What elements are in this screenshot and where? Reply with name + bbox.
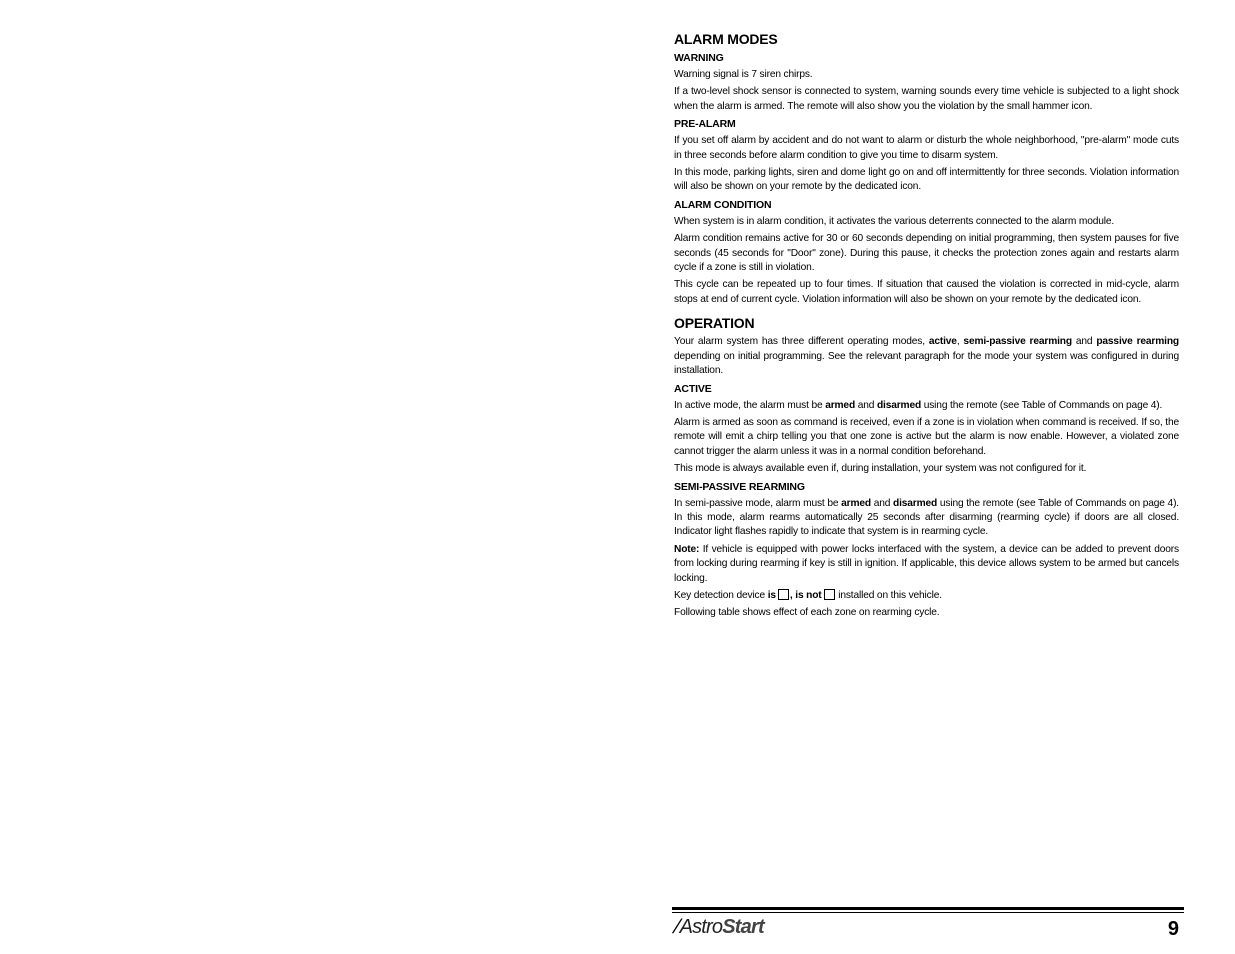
paragraph-pre-alarm-2: In this mode, parking lights, siren and dome light go on and off intermittently for three seconds. Violation information will also be shown on your remote by the dedicated icon. [674,167,1179,193]
paragraph-following-table: Following table shows effect of each zone on rearming cycle. [674,607,940,619]
logo-start: Start [722,916,764,938]
bold-run: armed [825,399,856,411]
paragraph-active-2: Alarm is armed as soon as command is received, even if a zone is in violation when command is received. If so, the remote will emit a chirp telling you that one zone is active but the alarm is now enable. However, a violated zone cannot trigger the alarm unless it was in a normal condition beforehand. [674,416,1179,457]
bold-run: is [767,589,776,601]
section-title-operation: OPERATION [674,315,755,332]
note-label: Note: [674,543,700,555]
bold-run: disarmed [876,399,922,411]
text-run: Your alarm system has three different operating modes, [674,336,929,348]
paragraph-pre-alarm-1: If you set off alarm by accident and do not want to alarm or disturb the whole neighborhood, "pre-alarm" mode cuts in three seconds before alarm condition to give you time to disarm system. [674,135,1179,161]
text-run: and [855,399,877,411]
text-run: and [870,497,894,509]
bold-run: active [928,336,957,348]
logo-slash: / [669,916,684,938]
checkbox-is-not-installed[interactable] [824,589,835,600]
bold-run: semi-passive rearming [963,336,1072,348]
text-run: , [956,336,964,348]
paragraph-key-detection [674,589,1179,603]
subtitle-warning: WARNING [674,52,724,64]
paragraph-note [674,543,1179,586]
paragraph-alarm-condition-2: Alarm condition remains active for 30 or 60 seconds depending on initial programming, then system pauses for five seconds (45 seconds for "Door" zone). During this pause, it checks the protection zones again and restarts alarm cycle if a zone is still in violation. [674,233,1179,274]
logo-astro: Astro [679,916,723,938]
text-run: using the remote (see Table of Commands on page 4). [921,399,1163,411]
subtitle-alarm-condition: ALARM CONDITION [674,198,772,211]
paragraph-active-3: This mode is always available even if, during installation, your system was not configured for it. [674,463,1087,475]
subtitle-pre-alarm: PRE-ALARM [674,118,736,131]
footer-rule-thick [672,907,1184,910]
page-number: 9 [1167,918,1179,940]
text-run: installed on this vehicle. [835,589,942,601]
paragraph-warning-2: If a two-level shock sensor is connected to system, warning sounds every time vehicle is subjected to a light shock when the alarm is armed. The remote will also show you the violation by the small hammer icon. [674,86,1179,112]
paragraph-operation-intro [674,335,1179,378]
subtitle-active: ACTIVE [674,382,712,395]
bold-run: armed [841,497,871,509]
paragraph-semi-passive-1 [674,497,1179,540]
text-run: In semi-passive mode, alarm must be [674,497,842,509]
checkbox-is-installed[interactable] [778,589,789,600]
paragraph-alarm-condition-1: When system is in alarm condition, it activates the various deterrents connected to the alarm module. [674,215,1115,227]
page-footer [669,906,1184,954]
text-run: In active mode, the alarm must be [674,399,826,411]
note-text: If vehicle is equipped with power locks interfaced with the system, a device can be added to prevent doors from locking during rearming if key is still in ignition. If applicable, this device allows system to be armed but cancels locking. [674,543,1179,584]
section-title-alarm-modes: ALARM MODES [674,31,778,47]
subtitle-semi-passive: SEMI-PASSIVE REARMING [674,480,805,493]
paragraph-alarm-condition-3: This cycle can be repeated up to four times. If situation that caused the violation is corrected in mid-cycle, alarm stops at end of current cycle. Violation information will also be shown on your remote by the dedicated icon. [674,279,1179,305]
text-run: using the remote (see Table of Commands on page 4). In this mode, alarm rearms automatically 25 seconds after disarming (rearming cycle) if doors are all closed. Indicator light flashes rapidly to indicate that system is in rearming cycle. [674,497,1179,538]
footer-rule-thin [672,912,1184,913]
astrostart-logo [669,914,764,940]
paragraph-active-1 [674,399,1179,413]
text-run: and [1071,336,1097,348]
text-run: Key detection device [674,589,768,601]
paragraph-warning-1: Warning signal is 7 siren chirps. [674,69,813,80]
bold-run: passive rearming [1096,336,1179,348]
bold-run: , is not [789,589,822,601]
page-content [674,30,1179,624]
text-run: depending on initial programming. See the relevant paragraph for the mode your system was configured in during installation. [674,350,1179,377]
bold-run: disarmed [893,497,938,509]
